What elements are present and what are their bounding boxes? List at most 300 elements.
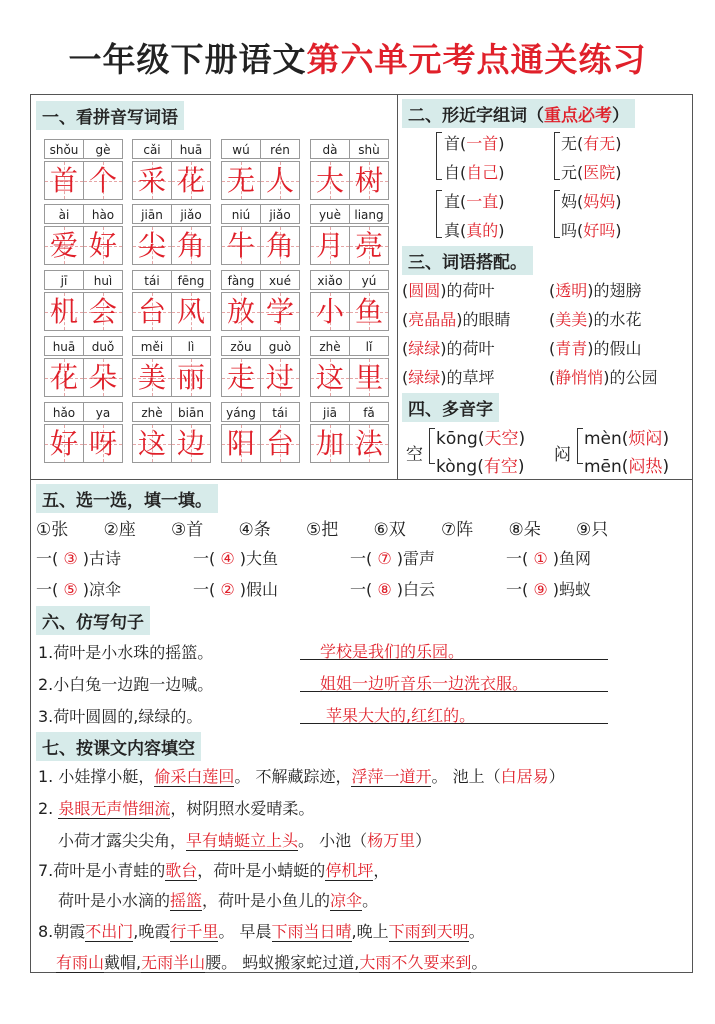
char-row bbox=[44, 161, 123, 200]
tianzige-box bbox=[261, 292, 300, 331]
pinyin-row bbox=[310, 336, 389, 356]
pinyin: měi bbox=[132, 336, 172, 356]
tianzige-box bbox=[84, 358, 123, 397]
s7-line-6 bbox=[38, 919, 485, 942]
pinyin: rén bbox=[261, 139, 300, 159]
char: 边 bbox=[176, 427, 205, 460]
s5-answer: ③ bbox=[63, 549, 78, 568]
measure-option: ⑦阵 bbox=[441, 520, 474, 540]
s7-answer: 歌台 bbox=[165, 861, 198, 880]
pinyin: lì bbox=[172, 336, 211, 356]
s7-answer: 泉眼无声惜细流 bbox=[58, 799, 171, 818]
s5-suffix: ) bbox=[552, 580, 560, 599]
brace bbox=[554, 132, 560, 180]
char-row bbox=[44, 226, 123, 265]
s4-answer: 天空 bbox=[484, 429, 519, 449]
pinyin-row bbox=[44, 139, 123, 159]
s4-pinyin: mèn bbox=[584, 429, 622, 449]
char-row bbox=[132, 424, 211, 463]
s3-text: 的眼睛 bbox=[462, 310, 511, 329]
tianzige-box bbox=[172, 292, 211, 331]
pinyin: huā bbox=[44, 336, 84, 356]
s5-suffix: ) bbox=[82, 580, 90, 599]
s2-item: 首(一首) bbox=[444, 134, 505, 153]
s6-answer: 学校是我们的乐园。 bbox=[320, 642, 465, 661]
s5-answer: ④ bbox=[220, 549, 235, 568]
pinyin-row bbox=[44, 204, 123, 224]
title-red: 第六单元考点通关练习 bbox=[306, 40, 647, 79]
s7-text: 。 早晨 bbox=[218, 922, 272, 941]
char: 尖 bbox=[137, 229, 166, 262]
s7-answer: 白居易 bbox=[500, 767, 549, 786]
s7-line-4 bbox=[38, 858, 389, 881]
tianzige-box bbox=[350, 226, 389, 265]
s2-answer: 一首 bbox=[466, 134, 499, 153]
section2-heading-red: 重点必考 bbox=[544, 106, 612, 126]
word-cell bbox=[310, 204, 389, 265]
s4-answer: 闷热 bbox=[628, 457, 663, 477]
s7-answer: 行千里 bbox=[170, 922, 219, 941]
s5-answer: ⑤ bbox=[63, 580, 78, 599]
pinyin: ài bbox=[44, 204, 84, 224]
pinyin: ya bbox=[84, 402, 123, 422]
tianzige-box bbox=[84, 226, 123, 265]
char: 风 bbox=[176, 295, 205, 328]
word-cell bbox=[132, 139, 211, 200]
s3-answer: 青青 bbox=[555, 339, 588, 358]
pinyin-row bbox=[132, 270, 211, 290]
tianzige-box bbox=[44, 226, 84, 265]
word-cell bbox=[221, 270, 300, 331]
s5-prefix: 一( bbox=[350, 549, 373, 568]
pinyin: fēng bbox=[172, 270, 211, 290]
s7-answer: 下雨当日晴 bbox=[271, 922, 352, 941]
char: 放 bbox=[226, 295, 255, 328]
s2-answer: 医院 bbox=[583, 163, 616, 182]
s2-item: 真(真的) bbox=[444, 221, 505, 240]
pinyin: dà bbox=[310, 139, 350, 159]
s5-prefix: 一( bbox=[506, 580, 529, 599]
pinyin: liang bbox=[350, 204, 389, 224]
tianzige-box bbox=[261, 226, 300, 265]
s7-text: 。 不解藏踪迹， bbox=[234, 767, 352, 786]
brace bbox=[436, 132, 442, 180]
pinyin: huā bbox=[172, 139, 211, 159]
pinyin: zhè bbox=[132, 402, 172, 422]
word-cell bbox=[310, 402, 389, 463]
pinyin: fàng bbox=[221, 270, 261, 290]
pinyin: jiǎo bbox=[172, 204, 211, 224]
s5-item bbox=[193, 577, 278, 600]
s2-item: 直(一直) bbox=[444, 192, 505, 211]
tianzige-box bbox=[84, 424, 123, 463]
s2-char: 自 bbox=[444, 163, 461, 182]
s7-text: 。 bbox=[468, 922, 485, 941]
word-cell bbox=[310, 139, 389, 200]
measure-option: ②座 bbox=[103, 520, 136, 540]
tianzige-box bbox=[84, 292, 123, 331]
word-cell bbox=[310, 336, 389, 397]
pinyin: guò bbox=[261, 336, 300, 356]
char: 角 bbox=[265, 229, 294, 262]
s5-answer: ⑨ bbox=[533, 580, 548, 599]
char: 鱼 bbox=[354, 295, 383, 328]
char: 大 bbox=[315, 164, 344, 197]
word-cell bbox=[132, 270, 211, 331]
s4-char-left: 空 bbox=[406, 445, 423, 465]
tianzige-box bbox=[310, 292, 350, 331]
word-cell bbox=[44, 139, 123, 200]
pinyin: huì bbox=[84, 270, 123, 290]
tianzige-box bbox=[84, 161, 123, 200]
section7-heading: 七、按课文内容填空 bbox=[36, 732, 201, 761]
word-cell bbox=[44, 336, 123, 397]
s7-answer: 凉伞 bbox=[330, 891, 363, 910]
s2-char: 直 bbox=[444, 192, 461, 211]
tianzige-box bbox=[221, 161, 261, 200]
s7-answer: 不出门 bbox=[85, 922, 134, 941]
s2-item: 元(医院) bbox=[561, 163, 622, 182]
s7-line-5 bbox=[58, 888, 378, 911]
s4-char-right: 闷 bbox=[554, 445, 571, 465]
s5-item bbox=[506, 546, 591, 569]
pinyin-row bbox=[132, 336, 211, 356]
s4-item: kòng(有空) bbox=[436, 457, 525, 477]
tianzige-box bbox=[310, 424, 350, 463]
char-row bbox=[132, 226, 211, 265]
s5-text: 雷声 bbox=[403, 549, 436, 568]
s2-item: 妈(妈妈) bbox=[561, 192, 622, 211]
pinyin: fǎ bbox=[350, 402, 389, 422]
char: 花 bbox=[176, 164, 205, 197]
s5-suffix: ) bbox=[82, 549, 90, 568]
tianzige-box bbox=[310, 161, 350, 200]
section5-heading: 五、选一选，填一填。 bbox=[36, 484, 218, 513]
char-row bbox=[132, 358, 211, 397]
s4-item: kōng(天空) bbox=[436, 429, 526, 449]
s3-text: 的翅膀 bbox=[593, 281, 642, 300]
char: 个 bbox=[88, 164, 117, 197]
s7-text: 荷叶是小水滴的 bbox=[58, 891, 171, 910]
pinyin-row bbox=[221, 270, 300, 290]
s5-text: 白云 bbox=[403, 580, 436, 599]
tianzige-box bbox=[310, 358, 350, 397]
s7-text: ，荷叶是小鱼儿的 bbox=[202, 891, 331, 910]
char: 月 bbox=[315, 229, 344, 262]
s2-answer: 妈妈 bbox=[583, 192, 616, 211]
char: 好 bbox=[49, 427, 78, 460]
s5-answer: ① bbox=[533, 549, 548, 568]
s3-item: (亮晶晶)的眼睛 bbox=[402, 310, 511, 329]
s3-item: (透明)的翅膀 bbox=[549, 281, 642, 300]
word-cell bbox=[221, 336, 300, 397]
s5-item bbox=[506, 577, 591, 600]
s7-text: 1. 小娃撑小艇， bbox=[38, 767, 155, 786]
s3-answer: 美美 bbox=[555, 310, 588, 329]
char-row bbox=[44, 358, 123, 397]
tianzige-box bbox=[44, 424, 84, 463]
s7-answer: 有雨山 bbox=[56, 953, 105, 972]
pinyin: lǐ bbox=[350, 336, 389, 356]
char-row bbox=[310, 424, 389, 463]
tianzige-box bbox=[132, 358, 172, 397]
char: 亮 bbox=[354, 229, 383, 262]
section2-heading bbox=[402, 99, 635, 128]
tianzige-box bbox=[172, 161, 211, 200]
s2-char: 无 bbox=[561, 134, 578, 153]
s2-char: 首 bbox=[444, 134, 461, 153]
char: 花 bbox=[49, 361, 78, 394]
char-row bbox=[221, 161, 300, 200]
word-cell bbox=[221, 402, 300, 463]
char: 牛 bbox=[226, 229, 255, 262]
s3-answer: 亮晶晶 bbox=[408, 310, 457, 329]
section4-heading: 四、多音字 bbox=[402, 393, 499, 422]
s6-answer: 苹果大大的,红红的。 bbox=[326, 706, 476, 725]
char: 这 bbox=[137, 427, 166, 460]
measure-option: ③首 bbox=[171, 520, 204, 540]
char: 法 bbox=[354, 427, 383, 460]
tianzige-box bbox=[221, 226, 261, 265]
char-row bbox=[44, 424, 123, 463]
char: 好 bbox=[88, 229, 117, 262]
pinyin: zhè bbox=[310, 336, 350, 356]
s5-item bbox=[36, 546, 121, 569]
pinyin-row bbox=[310, 402, 389, 422]
char: 呀 bbox=[88, 427, 117, 460]
s2-answer: 一直 bbox=[466, 192, 499, 211]
s7-text: ） bbox=[548, 767, 565, 786]
s5-answer: ⑦ bbox=[377, 549, 392, 568]
measure-option: ⑧朵 bbox=[508, 520, 541, 540]
tianzige-box bbox=[44, 161, 84, 200]
pinyin: niú bbox=[221, 204, 261, 224]
pinyin: shù bbox=[350, 139, 389, 159]
s3-answer: 绿绿 bbox=[408, 368, 441, 387]
pinyin-row bbox=[44, 336, 123, 356]
char: 机 bbox=[49, 295, 78, 328]
s3-item: (绿绿)的草坪 bbox=[402, 368, 495, 387]
pinyin-row bbox=[132, 204, 211, 224]
pinyin: xué bbox=[261, 270, 300, 290]
tianzige-box bbox=[172, 358, 211, 397]
pinyin: shǒu bbox=[44, 139, 84, 159]
s6-question: 2.小白兔一边跑一边喊。 bbox=[38, 675, 214, 694]
s7-text: 7.荷叶是小青蛙的 bbox=[38, 861, 166, 880]
s2-char: 妈 bbox=[561, 192, 578, 211]
pinyin-row bbox=[132, 402, 211, 422]
pinyin: hǎo bbox=[44, 402, 84, 422]
pinyin: yú bbox=[350, 270, 389, 290]
s5-text: 蚂蚁 bbox=[559, 580, 592, 599]
s3-text: 的水花 bbox=[593, 310, 642, 329]
s2-answer: 真的 bbox=[466, 221, 499, 240]
tianzige-box bbox=[221, 292, 261, 331]
page-title bbox=[0, 34, 715, 81]
pinyin-row bbox=[310, 270, 389, 290]
s5-suffix: ) bbox=[396, 580, 404, 599]
s7-answer: 杨万里 bbox=[367, 831, 416, 850]
word-cell bbox=[310, 270, 389, 331]
brace bbox=[554, 190, 560, 238]
char: 过 bbox=[265, 361, 294, 394]
s5-text: 假山 bbox=[246, 580, 279, 599]
pinyin: yuè bbox=[310, 204, 350, 224]
measure-option: ⑤把 bbox=[306, 520, 339, 540]
char: 人 bbox=[265, 164, 294, 197]
tianzige-box bbox=[350, 358, 389, 397]
pinyin-row bbox=[132, 139, 211, 159]
s7-text: ，荷叶是小蜻蜓的 bbox=[197, 861, 326, 880]
s7-answer: 偷采白莲回 bbox=[154, 767, 235, 786]
word-cell bbox=[44, 270, 123, 331]
s5-text: 大鱼 bbox=[246, 549, 279, 568]
char: 这 bbox=[315, 361, 344, 394]
char: 阳 bbox=[226, 427, 255, 460]
s3-text: 的荷叶 bbox=[446, 281, 495, 300]
char: 角 bbox=[176, 229, 205, 262]
word-cell bbox=[44, 204, 123, 265]
pinyin: zǒu bbox=[221, 336, 261, 356]
tianzige-box bbox=[350, 424, 389, 463]
s3-text: 的草坪 bbox=[446, 368, 495, 387]
char: 采 bbox=[137, 164, 166, 197]
s2-item: 无(有无) bbox=[561, 134, 622, 153]
char: 朵 bbox=[88, 361, 117, 394]
s5-text: 古诗 bbox=[89, 549, 122, 568]
s2-item: 吗(好吗) bbox=[561, 221, 622, 240]
divider-vertical bbox=[397, 94, 398, 479]
section3-heading: 三、词语搭配。 bbox=[402, 246, 533, 275]
s7-text: 小荷才露尖尖角， bbox=[58, 831, 187, 850]
char-row bbox=[44, 292, 123, 331]
s7-answer: 无雨半山 bbox=[141, 953, 206, 972]
measure-option: ④条 bbox=[238, 520, 271, 540]
tianzige-box bbox=[44, 358, 84, 397]
pinyin: duǒ bbox=[84, 336, 123, 356]
char: 爱 bbox=[49, 229, 78, 262]
tianzige-box bbox=[132, 161, 172, 200]
measure-option: ①张 bbox=[36, 520, 69, 540]
s7-text: 。 bbox=[362, 891, 379, 910]
s3-answer: 静悄悄 bbox=[555, 368, 604, 387]
s7-answer: 大雨不久要来到 bbox=[359, 953, 472, 972]
char-row bbox=[310, 226, 389, 265]
char-row bbox=[221, 226, 300, 265]
s7-answer: 摇篮 bbox=[170, 891, 203, 910]
word-cell bbox=[44, 402, 123, 463]
s5-item bbox=[350, 546, 435, 569]
s7-answer: 停机坪 bbox=[325, 861, 374, 880]
char: 台 bbox=[137, 295, 166, 328]
s5-text: 凉伞 bbox=[89, 580, 122, 599]
s7-text: ,晚霞 bbox=[133, 922, 171, 941]
s7-text: ） bbox=[415, 831, 432, 850]
measure-option: ⑨只 bbox=[576, 520, 609, 540]
s5-prefix: 一( bbox=[193, 549, 216, 568]
char-row bbox=[221, 424, 300, 463]
char: 无 bbox=[226, 164, 255, 197]
s5-prefix: 一( bbox=[506, 549, 529, 568]
s7-text: 。 小池（ bbox=[298, 831, 368, 850]
s7-line-3 bbox=[58, 828, 431, 851]
tianzige-box bbox=[132, 292, 172, 331]
s5-suffix: ) bbox=[552, 549, 560, 568]
pinyin: cǎi bbox=[132, 139, 172, 159]
s5-answer: ⑧ bbox=[377, 580, 392, 599]
pinyin-row bbox=[310, 139, 389, 159]
tianzige-box bbox=[261, 424, 300, 463]
char: 首 bbox=[49, 164, 78, 197]
s3-answer: 圆圆 bbox=[408, 281, 441, 300]
section2-paren-open: （ bbox=[527, 106, 544, 126]
pinyin-row bbox=[221, 204, 300, 224]
s2-char: 吗 bbox=[561, 221, 578, 240]
s5-item bbox=[193, 546, 278, 569]
s5-suffix: ) bbox=[239, 580, 247, 599]
tianzige-box bbox=[310, 226, 350, 265]
s7-text: ， bbox=[373, 861, 390, 880]
char: 美 bbox=[137, 361, 166, 394]
s6-question: 3.荷叶圆圆的,绿绿的。 bbox=[38, 707, 203, 726]
word-cell bbox=[132, 336, 211, 397]
pinyin: biān bbox=[172, 402, 211, 422]
char-row bbox=[132, 292, 211, 331]
s6-answer: 姐姐一边听音乐一边洗衣服。 bbox=[320, 674, 529, 693]
tianzige-box bbox=[261, 358, 300, 397]
s7-text: 。 池上（ bbox=[431, 767, 501, 786]
s3-item: (美美)的水花 bbox=[549, 310, 642, 329]
title-black: 一年级下册语文 bbox=[68, 40, 307, 79]
word-cell bbox=[221, 139, 300, 200]
s2-char: 真 bbox=[444, 221, 461, 240]
tianzige-box bbox=[172, 424, 211, 463]
char: 走 bbox=[226, 361, 255, 394]
s2-answer: 好吗 bbox=[583, 221, 616, 240]
divider-horizontal bbox=[30, 479, 693, 480]
s5-prefix: 一( bbox=[350, 580, 373, 599]
char: 里 bbox=[354, 361, 383, 394]
tianzige-box bbox=[221, 424, 261, 463]
pinyin-row bbox=[221, 336, 300, 356]
pinyin-row bbox=[44, 402, 123, 422]
char-row bbox=[310, 358, 389, 397]
char-row bbox=[221, 292, 300, 331]
pinyin: hào bbox=[84, 204, 123, 224]
tianzige-box bbox=[350, 292, 389, 331]
s4-pinyin: kòng bbox=[436, 457, 478, 477]
s7-text: ，树阴照水爱晴柔。 bbox=[170, 799, 315, 818]
s7-text: 8.朝霞 bbox=[38, 922, 86, 941]
s7-line-1 bbox=[38, 764, 565, 787]
char-row bbox=[221, 358, 300, 397]
s3-answer: 透明 bbox=[555, 281, 588, 300]
s5-prefix: 一( bbox=[36, 580, 59, 599]
section6-heading: 六、仿写句子 bbox=[36, 606, 150, 635]
s2-item: 自(自己) bbox=[444, 163, 505, 182]
pinyin-row bbox=[221, 139, 300, 159]
measure-option: ⑥双 bbox=[373, 520, 406, 540]
s4-pinyin: kōng bbox=[436, 429, 478, 449]
pinyin: wú bbox=[221, 139, 261, 159]
word-cell bbox=[132, 402, 211, 463]
s7-text: 腰。 蚂蚁搬家蛇过道, bbox=[205, 953, 360, 972]
tianzige-box bbox=[221, 358, 261, 397]
s3-answer: 绿绿 bbox=[408, 339, 441, 358]
s3-item: (青青)的假山 bbox=[549, 339, 642, 358]
s4-answer: 烦闷 bbox=[628, 429, 663, 449]
tianzige-box bbox=[350, 161, 389, 200]
